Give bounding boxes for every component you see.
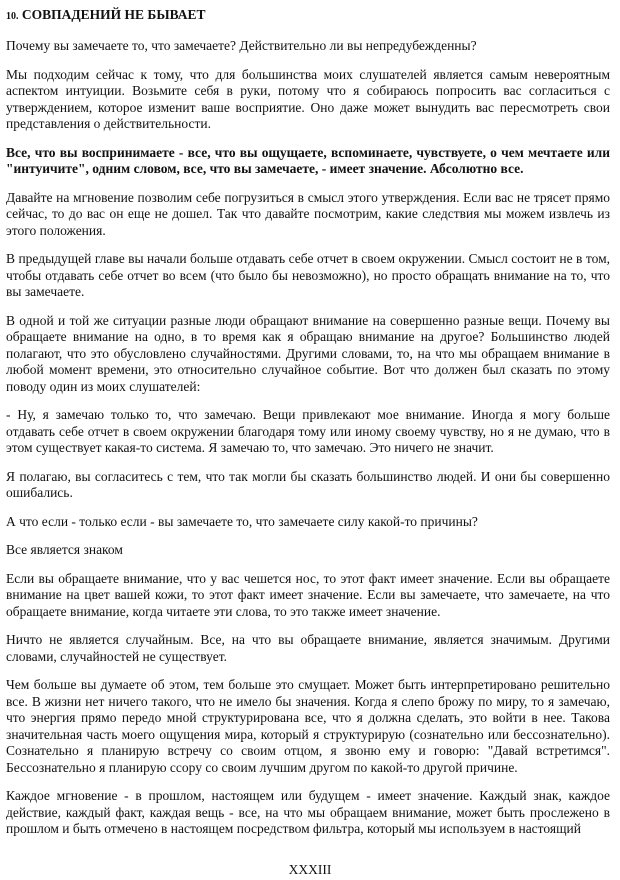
paragraph-previous-chapter: В предыдущей главе вы начали больше отдавать себе отчет в своем окружении. Смысл состоит не в том, чтобы отдавать себе отчет во всем (что было бы невозможно), но просто обращать внимание на то, что вы замечаете. [6, 251, 610, 299]
page-number: XXXIII [288, 862, 332, 877]
paragraph-no-chance: Ничто не является случайным. Все, на что вы обращаете внимание, является значимым. Другими словами, случайностей не существует. [6, 632, 610, 664]
chapter-number: 10. [6, 11, 19, 22]
paragraph-attention: В одной и той же ситуации разные люди обращают внимание на совершенно разные вещи. Почему вы обращаете внимание на одно, в то время как я обращаю внимание на другое? Большинство людей полагают, что это обусловлено случайностями. Другими словами, то, на что мы обращаем внимание в любой момент времени, это относительно случайное событие. Вот что должен был сказать по этому поводу один из моих слушателей: [6, 312, 610, 394]
paragraph-key-statement: Все, что вы воспринимаете - все, что вы ощущаете, вспоминаете, чувствуете, о чем мечтаете или "интуичите", одним словом, все, что вы замечаете, - имеет значение. Абсолютно все. [6, 144, 610, 176]
paragraph-intro: Мы подходим сейчас к тому, что для большинства моих слушателей является самым невероятным аспектом интуиции. Возьмите себя в руки, потому что я собираюсь попросить вас согласиться с утверждением, которое изменит ваше восприятие. Оно даже может вынудить вас пересмотреть свои представления о действительности. [6, 66, 610, 131]
paragraph-reflection: Давайте на мгновение позволим себе погрузиться в смысл этого утверждения. Если вас не трясет прямо сейчас, то до вас он еще не дошел. Так что давайте посмотрим, какие следствия мы можем извлечь из этого положения. [6, 189, 610, 238]
paragraph-examples: Если вы обращаете внимание, что у вас чешется нос, то этот факт имеет значение. Если вы обращаете внимание на цвет вашей кожи, то этот факт имеет значение. Если вы замечаете, что замечаете, на что обращаете внимание, когда читаете эти слова, то это также имеет значение. [6, 570, 610, 619]
paragraph-question: Почему вы замечаете то, что замечаете? Действительно ли вы непредубежденны? [6, 38, 477, 53]
section-subheading: Все является знаком [6, 542, 123, 557]
chapter-heading [6, 6, 610, 26]
paragraph-every-moment: Каждое мгновение - в прошлом, настоящем или будущем - имеет значение. Каждый знак, каждое действие, каждый факт, каждая вещь - все, на что мы обращаем внимание, может быть прослежено в прошлом и быть отмечено в настоящем посредством фильтра, который мы используем в настоящий [6, 788, 610, 836]
paragraph-agreement: Я полагаю, вы согласитесь с тем, что так могли бы сказать большинство людей. И они бы совершенно ошибались. [6, 468, 610, 500]
paragraph-interpretation: Чем больше вы думаете об этом, тем больше это смущает. Может быть интерпретировано решительно все. В жизни нет ничего такого, что не имело бы значения. Когда я слепо брожу по миру, то я замечаю, что энергия прямо передо мной структурирована все, что я должна сделать, это войти в нее. Такова значительная часть моего ощущения мира, который я структурирую (сознательно или бессознательно). Сознательно я планирую встречу со своим отцом, я звоню ему и говорю: "Давай встретимся". Бессознательно я планирую ссору со своим лучшим другом по какой-то другой причине. [6, 677, 610, 775]
chapter-title: СОВПАДЕНИЙ НЕ БЫВАЕТ [21, 7, 206, 22]
paragraph-what-if: А что если - только если - вы замечаете то, что замечаете силу какой-то причины? [6, 513, 478, 529]
paragraph-listener-quote: - Ну, я замечаю только то, что замечаю. Вещи привлекают мое внимание. Иногда я могу больше отдавать себе отчет в своем окружении благодаря тому или иному своему чувству, но я не думаю, что в этом существует какая-то система. Я замечаю то, что замечаю. Это ничего не значит. [6, 407, 610, 455]
